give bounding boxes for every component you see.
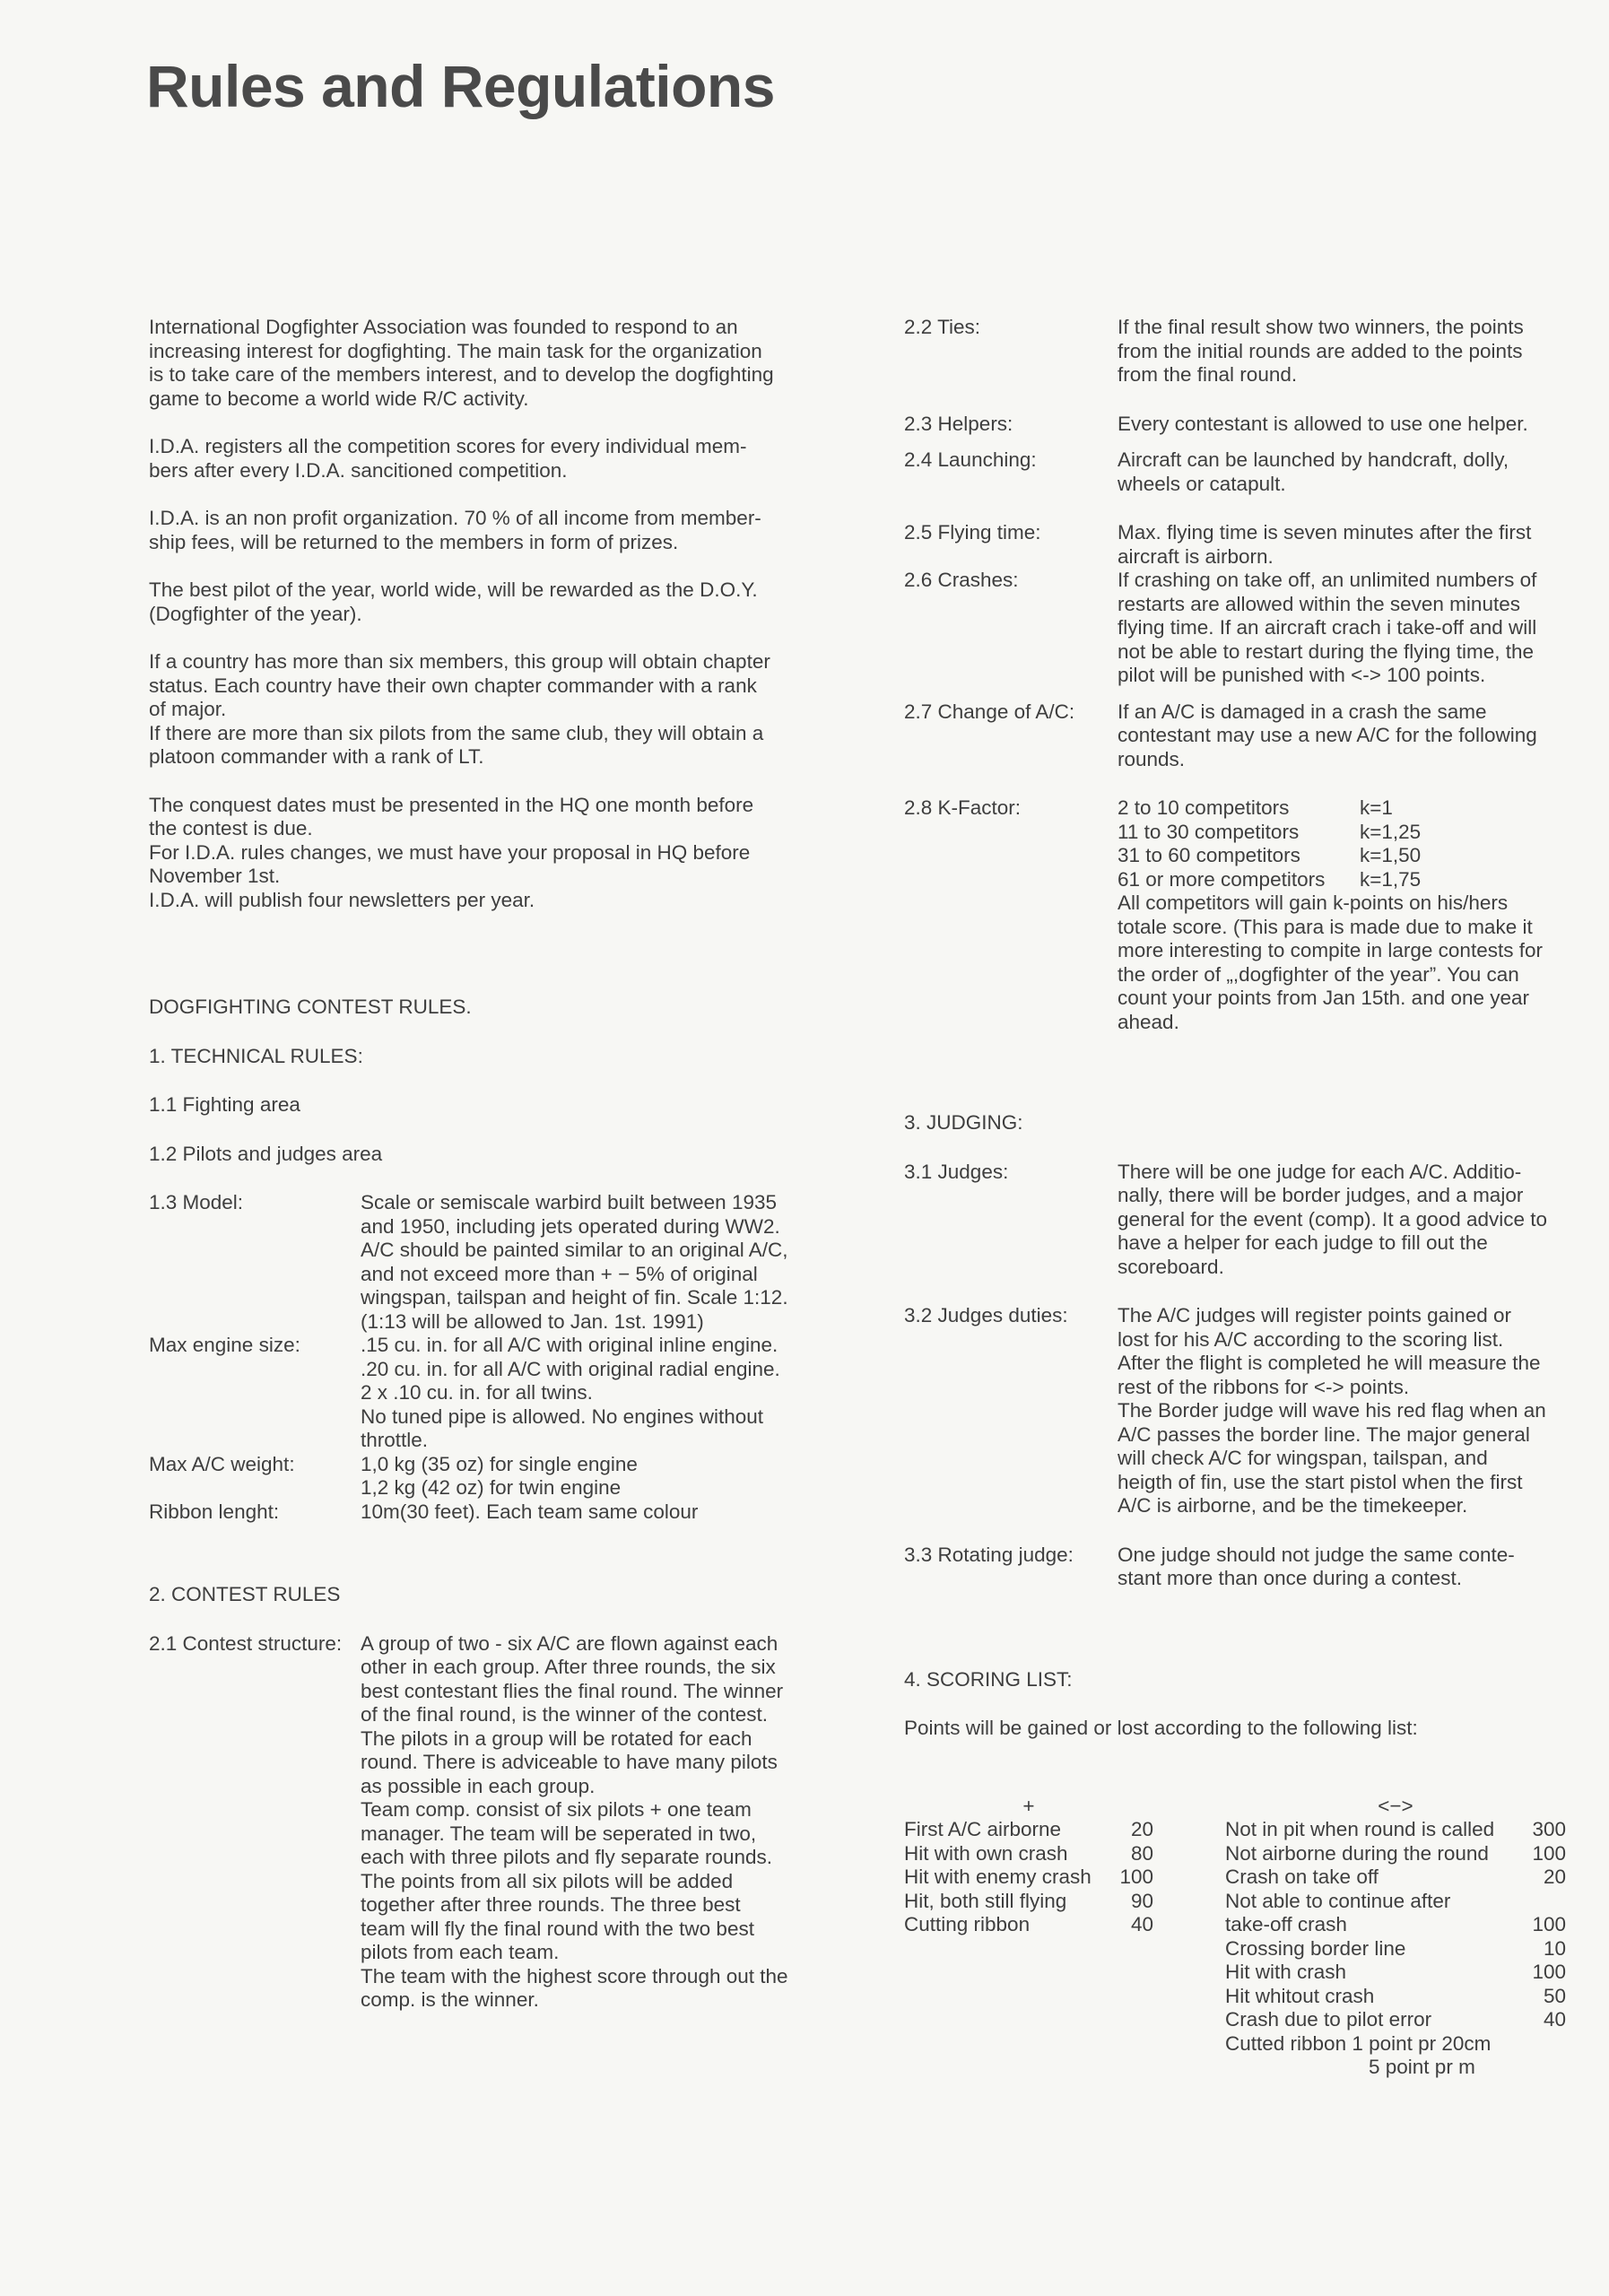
text-line: wingspan, tailspan and height of fin. Scale 1:12. xyxy=(361,1286,788,1309)
score-label: Hit with own crash xyxy=(904,1841,1068,1865)
text-line: After the flight is completed he will measure the xyxy=(1118,1352,1541,1374)
text-line: from the initial rounds are added to the points xyxy=(1118,339,1523,362)
k-factor-row xyxy=(1118,868,1586,892)
rule-label: 2.1 Contest structure: xyxy=(149,1631,343,1655)
text-line: increasing interest for dogfighting. The main task for the organization xyxy=(149,339,762,362)
score-value: 300 xyxy=(1532,1818,1566,1840)
rule-launching xyxy=(904,448,1586,496)
score-row xyxy=(1225,1913,1566,1937)
score-row xyxy=(1225,1866,1566,1890)
score-label: Cutted ribbon 1 point pr 20cm xyxy=(1225,2031,1492,2055)
text-line: aircraft is airborn. xyxy=(1118,544,1274,568)
minus-symbol: <−> xyxy=(1378,1794,1413,1817)
score-value xyxy=(1521,1890,1566,1914)
rule-text xyxy=(1118,1304,1586,1518)
text-line: from the final round. xyxy=(1118,363,1298,386)
text-line: There will be one judge for each A/C. Additio- xyxy=(1118,1160,1522,1183)
text-line: I.D.A. is an non profit organization. 70 % of all income from member- xyxy=(149,507,761,529)
text-line: together after three rounds. The three best xyxy=(361,1893,741,1916)
rule-judges xyxy=(904,1161,1586,1280)
text-line: more interesting to compite in large contests for xyxy=(1118,939,1543,961)
rule-flying-time xyxy=(904,521,1586,569)
right-column xyxy=(904,316,1586,2080)
text-line: The pilots in a group will be rotated for each xyxy=(361,1726,752,1750)
rule-label: Max engine size: xyxy=(149,1334,300,1356)
text-line: totale score. (This para is made due to make it xyxy=(1118,915,1533,938)
rule-ties xyxy=(904,316,1586,387)
rule-text xyxy=(1118,700,1586,772)
score-row xyxy=(904,1866,1153,1890)
score-label: Crash due to pilot error xyxy=(1225,2008,1432,2031)
score-row xyxy=(1225,1818,1566,1842)
score-label: Not in pit when round is called xyxy=(1225,1818,1495,1840)
score-value: 80 xyxy=(1130,1841,1153,1865)
scoring-heading: 4. SCORING LIST: xyxy=(904,1667,1073,1691)
text-line: round. There is adviceable to have many pilots xyxy=(361,1751,778,1773)
score-row xyxy=(904,1842,1153,1866)
plus-symbol: + xyxy=(1022,1794,1035,1817)
text-line: rounds. xyxy=(1118,747,1186,770)
rule-label: 2.8 K-Factor: xyxy=(904,796,1022,819)
score-row xyxy=(904,1890,1153,1914)
text-line: The points from all six pilots will be added xyxy=(361,1869,734,1892)
rule-model xyxy=(149,1191,831,1334)
text-line: (Dogfighter of the year). xyxy=(149,602,362,625)
score-label: Hit with enemy crash xyxy=(904,1866,1092,1888)
text-line: have a helper for each judge to fill out the xyxy=(1118,1231,1488,1254)
score-value: 100 xyxy=(1532,1961,1566,1983)
text-line: and 1950, including jets operated during WW2. xyxy=(361,1214,780,1238)
score-row xyxy=(1225,2032,1566,2057)
text-line: .20 cu. in. for all A/C with original radial engine. xyxy=(361,1357,780,1380)
k-factor-range: 31 to 60 competitors xyxy=(1118,844,1300,866)
score-value: 100 xyxy=(1119,1866,1153,1888)
intro-section xyxy=(149,316,831,912)
rule-text xyxy=(361,1632,831,2013)
text-line: Scale or semiscale warbird built between 1935 xyxy=(361,1191,777,1213)
text-line: wheels or catapult. xyxy=(1118,472,1286,495)
rule-text xyxy=(361,1191,831,1334)
text-line: If there are more than six pilots from the same club, they will obtain a xyxy=(149,721,764,744)
rule-text xyxy=(1118,796,1586,1034)
text-line: game to become a world wide R/C activity. xyxy=(149,387,529,410)
text-line: The Border judge will wave his red flag when an xyxy=(1118,1399,1546,1422)
text-line: If a country has more than six members, this group will obtain chapter xyxy=(149,650,770,673)
points-lost-list xyxy=(1225,1795,1566,2080)
rule-label: 3.1 Judges: xyxy=(904,1160,1009,1183)
intro-paragraph xyxy=(149,578,831,626)
rule-text xyxy=(361,1334,831,1453)
score-value: 100 xyxy=(1532,1841,1566,1865)
text-line: A/C is airborne, and be the timekeeper. xyxy=(1118,1494,1468,1517)
points-gained-list xyxy=(904,1795,1153,2080)
rule-k-factor xyxy=(904,796,1586,1034)
score-label: Not airborne during the round xyxy=(1225,1841,1489,1865)
score-value: 90 xyxy=(1130,1889,1153,1912)
score-note: 5 point pr m xyxy=(1369,2056,1475,2078)
text-line: If crashing on take off, an unlimited numbers of xyxy=(1118,569,1537,591)
rule-engine-size xyxy=(149,1334,831,1453)
text-line: the contest is due. xyxy=(149,817,313,839)
text-line: count your points from Jan 15th. and one year xyxy=(1118,987,1530,1009)
score-value: 100 xyxy=(1532,1913,1566,1935)
text-line: All competitors will gain k-points on his/hers xyxy=(1118,891,1509,914)
k-factor-row xyxy=(1118,844,1586,868)
k-factor-value: k=1,50 xyxy=(1360,844,1422,866)
rule-ribbon xyxy=(149,1500,831,1525)
text-line: throttle. xyxy=(361,1429,429,1451)
text-line: Team comp. consist of six pilots + one team xyxy=(361,1798,752,1821)
score-value: 20 xyxy=(1130,1818,1153,1840)
text-line: If the final result show two winners, the points xyxy=(1118,316,1524,338)
score-label: take-off crash xyxy=(1225,1913,1347,1935)
score-label: Hit whitout crash xyxy=(1225,1984,1375,2007)
rule-text xyxy=(361,1453,831,1500)
text-line: other in each group. After three rounds, the six xyxy=(361,1656,776,1678)
text-line: will check A/C for wingspan, tailspan, and xyxy=(1118,1447,1488,1469)
left-column xyxy=(149,316,831,2013)
contest-rules-heading: DOGFIGHTING CONTEST RULES. xyxy=(149,996,472,1018)
text-line: I.D.A. will publish four newsletters per year. xyxy=(149,888,535,911)
rule-label: 1.3 Model: xyxy=(149,1191,244,1213)
score-row xyxy=(904,1913,1153,1937)
text-line: pilots from each team. xyxy=(361,1941,560,1963)
text-line: stant more than once during a contest. xyxy=(1118,1567,1462,1589)
contest-section-heading: 2. CONTEST RULES xyxy=(149,1583,341,1605)
text-line: Max. flying time is seven minutes after the first xyxy=(1118,521,1532,544)
rule-label: 2.4 Launching: xyxy=(904,448,1037,471)
text-line: One judge should not judge the same conte- xyxy=(1118,1543,1515,1566)
rule-contest-structure xyxy=(149,1632,831,2013)
text-line: (1:13 will be allowed to Jan. 1st. 1991) xyxy=(361,1309,704,1333)
text-line: as possible in each group. xyxy=(361,1774,596,1797)
judging-heading: 3. JUDGING: xyxy=(904,1111,1023,1134)
text-line: A/C passes the border line. The major general xyxy=(1118,1422,1530,1446)
intro-paragraph xyxy=(149,507,831,554)
rule-text xyxy=(1118,413,1586,437)
score-value xyxy=(1521,2032,1566,2057)
rule-label: 2.2 Ties: xyxy=(904,316,981,338)
text-line: best contestant flies the final round. The winner xyxy=(361,1679,784,1702)
text-line: I.D.A. registers all the competition scores for every individual mem- xyxy=(149,435,747,457)
text-line: is to take care of the members interest, and to develop the dogfighting xyxy=(149,363,774,386)
text-line: rest of the ribbons for <-> points. xyxy=(1118,1375,1410,1398)
rule-change-ac xyxy=(904,700,1586,772)
k-factor-range: 11 to 30 competitors xyxy=(1118,820,1300,843)
rule-weight xyxy=(149,1453,831,1500)
rule-label: 3.2 Judges duties: xyxy=(904,1304,1068,1326)
text-line: lost for his A/C according to the scoring list. xyxy=(1118,1327,1504,1351)
text-line: of major. xyxy=(149,698,227,720)
text-line: November 1st. xyxy=(149,865,281,887)
rule-label: Max A/C weight: xyxy=(149,1452,295,1475)
score-row xyxy=(1225,1937,1566,1961)
text-line: flying time. If an aircraft crach i take-off and will xyxy=(1118,616,1537,639)
k-factor-row xyxy=(1118,796,1586,821)
text-line: The conquest dates must be presented in the HQ one month before xyxy=(149,793,754,816)
k-factor-value: k=1,75 xyxy=(1360,867,1422,891)
rule-crashes xyxy=(904,569,1586,688)
k-factor-value: k=1,25 xyxy=(1360,820,1422,843)
rule-text xyxy=(1118,316,1586,387)
text-line: comp. is the winner. xyxy=(361,1988,539,2011)
k-factor-value: k=1 xyxy=(1360,796,1393,819)
text-line: the order of „,dogfighter of the year”. You can xyxy=(1118,962,1519,986)
text-line: International Dogfighter Association was founded to respond to an xyxy=(149,316,738,338)
pilots-judges-area-item: 1.2 Pilots and judges area xyxy=(149,1142,383,1165)
text-line: A group of two - six A/C are flown against each xyxy=(361,1631,778,1655)
score-row xyxy=(1225,1961,1566,1985)
text-line: Every contestant is allowed to use one helper. xyxy=(1118,412,1528,435)
text-line: The team with the highest score through out the xyxy=(361,1964,788,1987)
rule-text xyxy=(361,1500,831,1525)
text-line: and not exceed more than + − 5% of original xyxy=(361,1262,758,1285)
score-label: Crash on take off xyxy=(1225,1866,1379,1888)
score-label: Not able to continue after xyxy=(1225,1889,1451,1912)
text-line: The A/C judges will register points gained or xyxy=(1118,1304,1511,1326)
intro-paragraph xyxy=(149,794,831,913)
intro-paragraph xyxy=(149,316,831,411)
text-line: ship fees, will be returned to the members in form of prizes. xyxy=(149,530,679,553)
k-factor-row xyxy=(1118,821,1586,845)
text-line: restarts are allowed within the seven minutes xyxy=(1118,592,1520,615)
text-line: scoreboard. xyxy=(1118,1255,1224,1278)
text-line: heigth of fin, use the start pistol when the first xyxy=(1118,1470,1523,1493)
score-label: Hit with crash xyxy=(1225,1961,1347,1983)
rule-text xyxy=(1118,569,1586,688)
rule-label: 2.3 Helpers: xyxy=(904,412,1013,435)
score-value: 50 xyxy=(1543,1984,1566,2007)
score-value: 20 xyxy=(1543,1866,1566,1888)
text-line: ahead. xyxy=(1118,1010,1179,1033)
score-row xyxy=(904,1818,1153,1842)
text-line: contestant may use a new A/C for the following xyxy=(1118,724,1537,746)
score-label: Cutting ribbon xyxy=(904,1913,1031,1935)
text-line: A/C should be painted similar to an original A/C, xyxy=(361,1239,788,1261)
technical-rules-heading: 1. TECHNICAL RULES: xyxy=(149,1044,363,1067)
rule-rotating-judge xyxy=(904,1544,1586,1591)
text-line: each with three pilots and fly separate rounds. xyxy=(361,1846,773,1868)
score-value: 10 xyxy=(1543,1936,1566,1960)
score-value: 40 xyxy=(1543,2008,1566,2031)
text-line: 2 x .10 cu. in. for all twins. xyxy=(361,1381,593,1404)
rule-label: 2.7 Change of A/C: xyxy=(904,700,1075,723)
score-label: Crossing border line xyxy=(1225,1936,1406,1960)
text-line: manager. The team will be seperated in two, xyxy=(361,1822,757,1845)
score-label: Hit, both still flying xyxy=(904,1889,1067,1912)
k-factor-range: 2 to 10 competitors xyxy=(1118,796,1290,819)
rule-judges-duties xyxy=(904,1304,1586,1518)
scoring-intro: Points will be gained or lost according to the following list: xyxy=(904,1717,1418,1739)
score-value: 40 xyxy=(1130,1913,1153,1935)
rule-text xyxy=(1118,521,1586,569)
text-line: 1,2 kg (42 oz) for twin engine xyxy=(361,1476,622,1499)
text-line: bers after every I.D.A. sancitioned competition. xyxy=(149,458,568,482)
text-line: .15 cu. in. for all A/C with original inline engine. xyxy=(361,1334,778,1356)
scoring-list xyxy=(904,1795,1586,2080)
text-line: 1,0 kg (35 oz) for single engine xyxy=(361,1452,638,1475)
text-line: of the final round, is the winner of the contest. xyxy=(361,1703,769,1726)
score-row xyxy=(1225,1890,1566,1914)
rule-text xyxy=(1118,1544,1586,1591)
text-line: nally, there will be border judges, and a major xyxy=(1118,1184,1524,1206)
text-line: general for the event (comp). It a good advice to xyxy=(1118,1207,1548,1231)
text-line: platoon commander with a rank of LT. xyxy=(149,745,484,768)
rule-text xyxy=(1118,448,1586,496)
text-line: No tuned pipe is allowed. No engines without xyxy=(361,1405,764,1428)
text-line: status. Each country have their own chapter commander with a rank xyxy=(149,674,757,697)
score-row xyxy=(1225,2008,1566,2032)
score-label: First A/C airborne xyxy=(904,1818,1062,1840)
text-line: Aircraft can be launched by handcraft, dolly, xyxy=(1118,448,1509,471)
text-line: 10m(30 feet). Each team same colour xyxy=(361,1500,699,1523)
rule-label: Ribbon lenght: xyxy=(149,1500,280,1523)
text-line: not be able to restart during the flying time, the xyxy=(1118,639,1535,663)
text-line: For I.D.A. rules changes, we must have your proposal in HQ before xyxy=(149,840,751,864)
text-line: The best pilot of the year, world wide, will be rewarded as the D.O.Y. xyxy=(149,578,758,601)
rule-label: 2.5 Flying time: xyxy=(904,521,1041,544)
rule-text xyxy=(1118,1161,1586,1280)
rule-label: 2.6 Crashes: xyxy=(904,569,1019,591)
text-line: team will fly the final round with the two best xyxy=(361,1917,754,1940)
k-factor-range: 61 or more competitors xyxy=(1118,867,1326,891)
intro-paragraph xyxy=(149,650,831,770)
text-line: If an A/C is damaged in a crash the same xyxy=(1118,700,1487,723)
text-line: pilot will be punished with <-> 100 points. xyxy=(1118,664,1486,686)
score-row xyxy=(1225,1985,1566,2009)
rule-label: 3.3 Rotating judge: xyxy=(904,1543,1074,1566)
fighting-area-item: 1.1 Fighting area xyxy=(149,1093,300,1116)
rule-helpers xyxy=(904,413,1586,437)
intro-paragraph xyxy=(149,435,831,483)
score-row xyxy=(1225,1842,1566,1866)
page-title: Rules and Regulations xyxy=(146,53,775,119)
